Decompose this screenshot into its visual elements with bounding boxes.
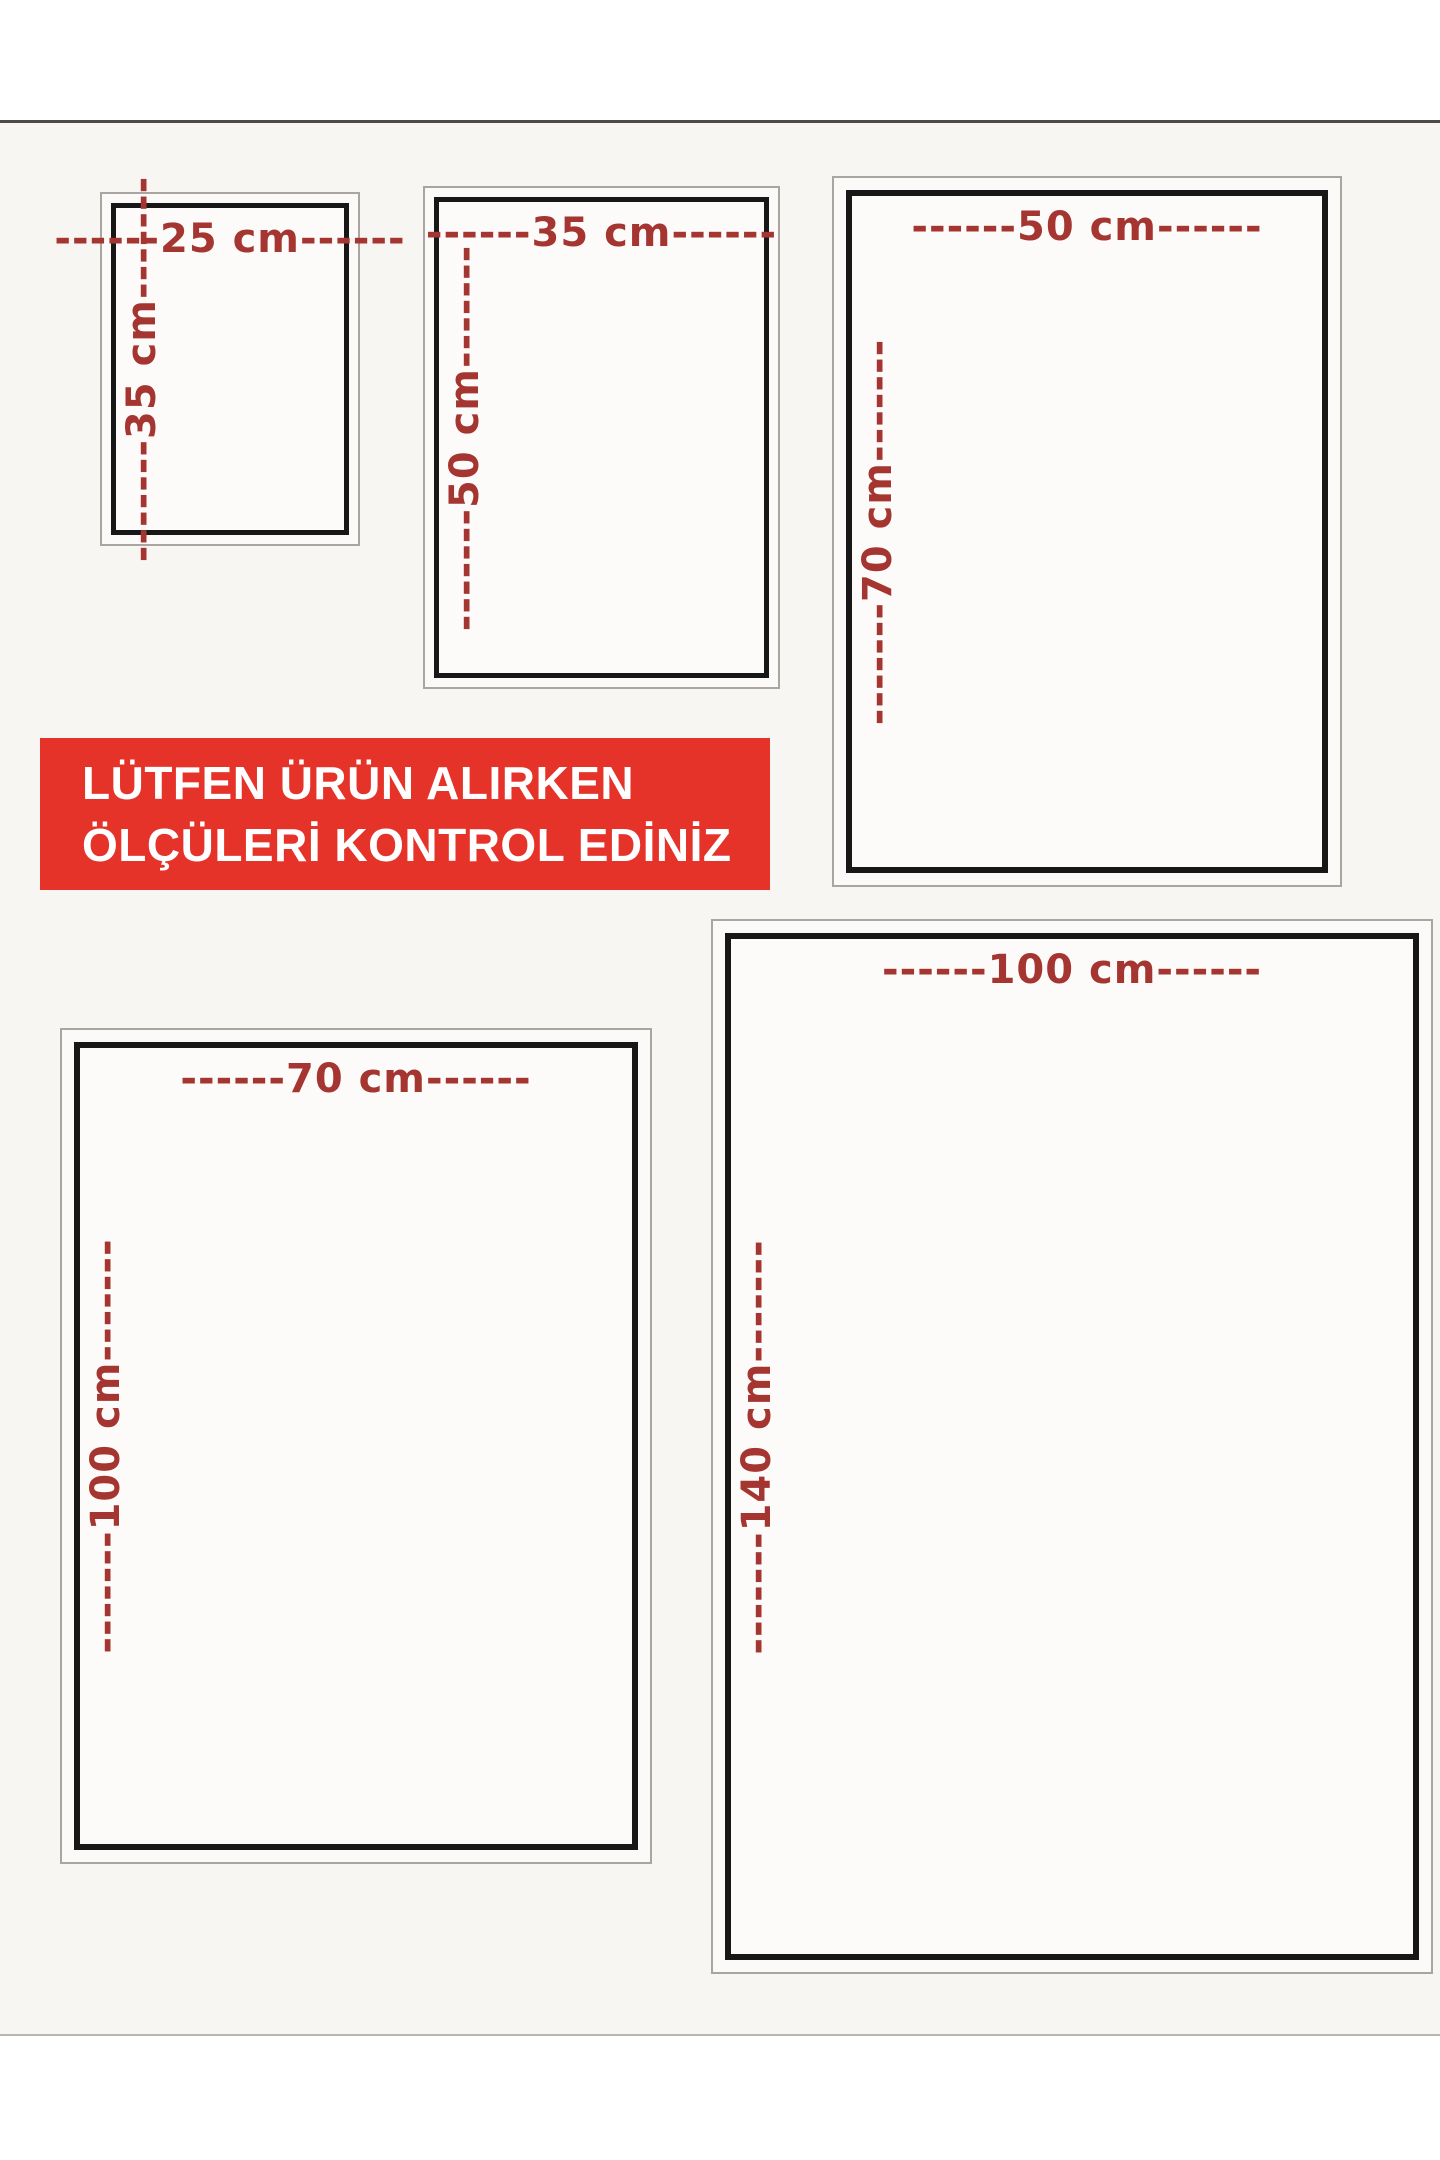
size-box-35x50-inner-frame — [425, 197, 778, 678]
size-box-35x50 — [423, 186, 780, 689]
width-label-100cm: ------100 cm------ — [881, 947, 1263, 993]
size-box-70x100 — [60, 1028, 652, 1864]
notice-banner — [40, 738, 770, 890]
width-label-50cm: ------50 cm------ — [911, 204, 1263, 250]
size-box-70x100-inner-frame — [74, 1042, 638, 1850]
size-box-50x70-inner-frame — [846, 190, 1328, 873]
height-label-100cm: -------100 cm------- — [83, 1238, 129, 1654]
size-box-25x35 — [54, 175, 406, 563]
width-label-35cm: ------35 cm------ — [425, 210, 778, 256]
width-label-25cm: ------25 cm------ — [54, 216, 406, 262]
notice-line-2: ÖLÇÜLERİ KONTROL EDİNİZ — [82, 819, 732, 871]
size-box-100x140 — [711, 919, 1433, 1974]
height-label-140cm: -------140 cm------- — [734, 1238, 780, 1655]
size-box-100x140-inner-frame — [725, 933, 1419, 1960]
height-label-50cm: -------50 cm------- — [442, 244, 488, 631]
notice-line-1: LÜTFEN ÜRÜN ALIRKEN — [82, 757, 635, 809]
height-label-70cm: -------70 cm------- — [855, 338, 901, 725]
height-label-35cm: -------35 cm------- — [119, 175, 165, 563]
size-box-25x35-inner-frame — [54, 175, 406, 563]
size-box-50x70 — [832, 176, 1342, 887]
width-label-70cm: ------70 cm------ — [180, 1056, 532, 1102]
